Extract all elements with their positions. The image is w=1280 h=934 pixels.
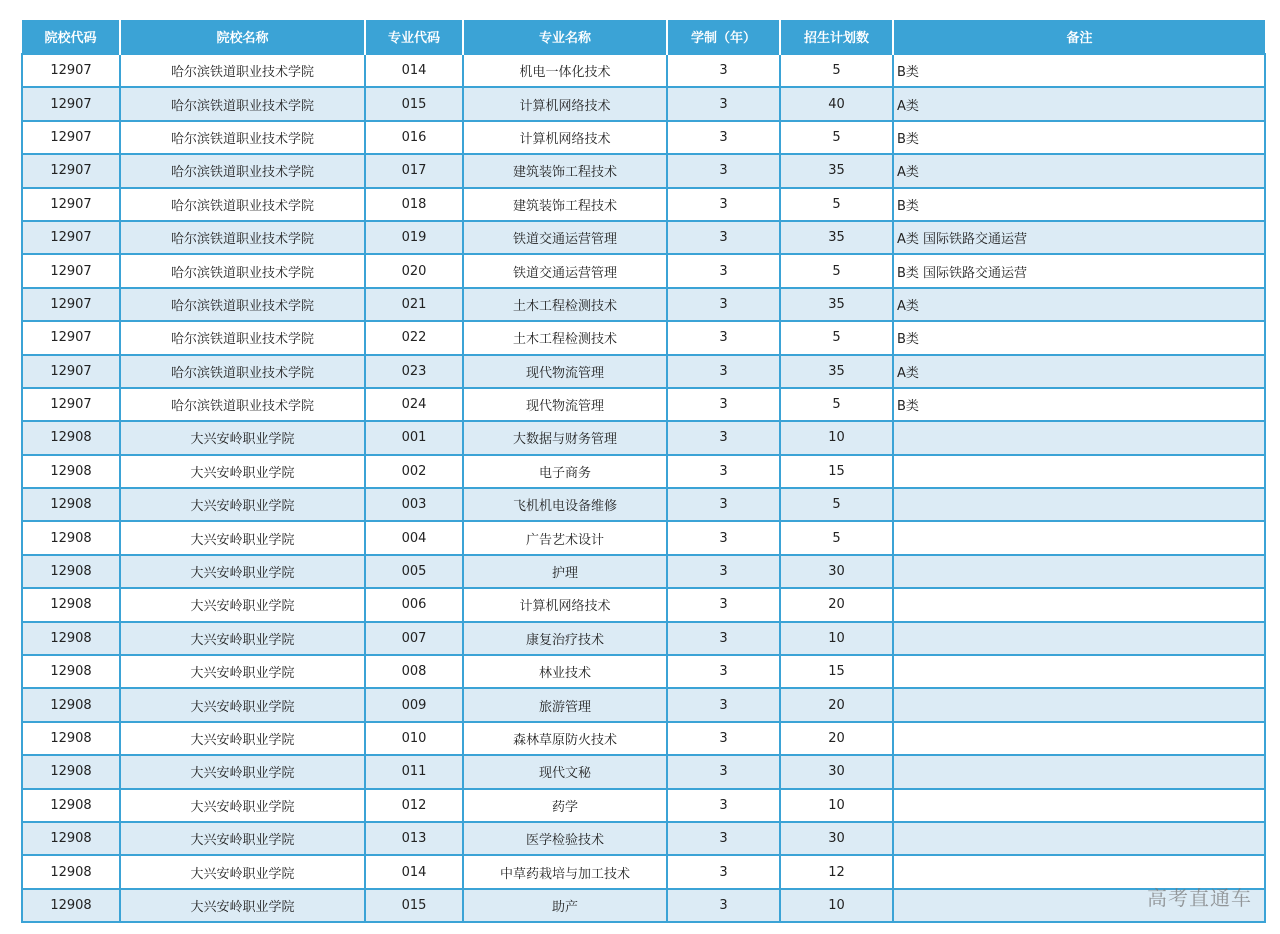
major-code-cell: 023 bbox=[365, 355, 463, 388]
plan-count-cell: 15 bbox=[780, 655, 893, 688]
plan-count-cell: 10 bbox=[780, 889, 893, 922]
duration-cell: 3 bbox=[667, 121, 780, 154]
note-cell bbox=[893, 688, 1265, 721]
duration-cell: 3 bbox=[667, 555, 780, 588]
duration-cell: 3 bbox=[667, 54, 780, 87]
duration-cell: 3 bbox=[667, 87, 780, 120]
school-name-cell: 大兴安岭职业学院 bbox=[120, 822, 365, 855]
school-code-cell: 12907 bbox=[22, 221, 120, 254]
header-school-code: 院校代码 bbox=[22, 20, 120, 54]
school-code-cell: 12908 bbox=[22, 755, 120, 788]
duration-cell: 3 bbox=[667, 221, 780, 254]
major-code-cell: 020 bbox=[365, 254, 463, 287]
school-code-cell: 12908 bbox=[22, 555, 120, 588]
plan-count-cell: 20 bbox=[780, 588, 893, 621]
major-code-cell: 009 bbox=[365, 688, 463, 721]
major-name-cell: 现代物流管理 bbox=[463, 388, 667, 421]
major-name-cell: 土木工程检测技术 bbox=[463, 321, 667, 354]
school-code-cell: 12908 bbox=[22, 855, 120, 888]
school-code-cell: 12908 bbox=[22, 588, 120, 621]
major-code-cell: 011 bbox=[365, 755, 463, 788]
school-name-cell: 大兴安岭职业学院 bbox=[120, 455, 365, 488]
major-name-cell: 广告艺术设计 bbox=[463, 521, 667, 554]
major-code-cell: 010 bbox=[365, 722, 463, 755]
school-code-cell: 12908 bbox=[22, 889, 120, 922]
plan-count-cell: 10 bbox=[780, 789, 893, 822]
major-code-cell: 014 bbox=[365, 54, 463, 87]
table-row bbox=[22, 822, 1265, 855]
school-name-cell: 哈尔滨铁道职业技术学院 bbox=[120, 221, 365, 254]
major-code-cell: 019 bbox=[365, 221, 463, 254]
plan-count-cell: 15 bbox=[780, 455, 893, 488]
plan-count-cell: 30 bbox=[780, 822, 893, 855]
major-code-cell: 004 bbox=[365, 521, 463, 554]
duration-cell: 3 bbox=[667, 855, 780, 888]
table-row bbox=[22, 154, 1265, 187]
note-cell bbox=[893, 622, 1265, 655]
table-row bbox=[22, 355, 1265, 388]
school-code-cell: 12907 bbox=[22, 388, 120, 421]
school-name-cell: 大兴安岭职业学院 bbox=[120, 488, 365, 521]
duration-cell: 3 bbox=[667, 388, 780, 421]
school-name-cell: 哈尔滨铁道职业技术学院 bbox=[120, 388, 365, 421]
plan-count-cell: 5 bbox=[780, 54, 893, 87]
major-code-cell: 016 bbox=[365, 121, 463, 154]
school-name-cell: 哈尔滨铁道职业技术学院 bbox=[120, 121, 365, 154]
header-row bbox=[22, 20, 1265, 54]
school-code-cell: 12907 bbox=[22, 87, 120, 120]
school-name-cell: 大兴安岭职业学院 bbox=[120, 655, 365, 688]
plan-count-cell: 10 bbox=[780, 421, 893, 454]
duration-cell: 3 bbox=[667, 254, 780, 287]
note-cell bbox=[893, 789, 1265, 822]
major-name-cell: 中草药栽培与加工技术 bbox=[463, 855, 667, 888]
major-name-cell: 助产 bbox=[463, 889, 667, 922]
duration-cell: 3 bbox=[667, 521, 780, 554]
major-code-cell: 003 bbox=[365, 488, 463, 521]
plan-count-cell: 5 bbox=[780, 388, 893, 421]
major-code-cell: 015 bbox=[365, 889, 463, 922]
school-code-cell: 12908 bbox=[22, 789, 120, 822]
table-row bbox=[22, 889, 1265, 922]
school-code-cell: 12908 bbox=[22, 521, 120, 554]
school-code-cell: 12907 bbox=[22, 121, 120, 154]
major-name-cell: 铁道交通运营管理 bbox=[463, 221, 667, 254]
duration-cell: 3 bbox=[667, 455, 780, 488]
duration-cell: 3 bbox=[667, 488, 780, 521]
school-name-cell: 大兴安岭职业学院 bbox=[120, 688, 365, 721]
major-code-cell: 022 bbox=[365, 321, 463, 354]
note-cell bbox=[893, 421, 1265, 454]
table-row bbox=[22, 521, 1265, 554]
major-code-cell: 001 bbox=[365, 421, 463, 454]
table-row bbox=[22, 321, 1265, 354]
note-cell: A类 bbox=[893, 355, 1265, 388]
major-name-cell: 电子商务 bbox=[463, 455, 667, 488]
note-cell bbox=[893, 488, 1265, 521]
school-code-cell: 12908 bbox=[22, 421, 120, 454]
school-code-cell: 12907 bbox=[22, 254, 120, 287]
table-row bbox=[22, 54, 1265, 87]
plan-count-cell: 5 bbox=[780, 254, 893, 287]
plan-count-cell: 5 bbox=[780, 188, 893, 221]
major-code-cell: 012 bbox=[365, 789, 463, 822]
major-name-cell: 建筑装饰工程技术 bbox=[463, 154, 667, 187]
duration-cell: 3 bbox=[667, 822, 780, 855]
school-code-cell: 12908 bbox=[22, 822, 120, 855]
major-code-cell: 017 bbox=[365, 154, 463, 187]
school-name-cell: 大兴安岭职业学院 bbox=[120, 855, 365, 888]
school-name-cell: 大兴安岭职业学院 bbox=[120, 722, 365, 755]
school-code-cell: 12907 bbox=[22, 54, 120, 87]
note-cell: B类 bbox=[893, 54, 1265, 87]
header-duration: 学制（年） bbox=[667, 20, 780, 54]
note-cell: B类 bbox=[893, 188, 1265, 221]
table-row bbox=[22, 722, 1265, 755]
table-row bbox=[22, 254, 1265, 287]
school-name-cell: 哈尔滨铁道职业技术学院 bbox=[120, 87, 365, 120]
note-cell bbox=[893, 822, 1265, 855]
school-code-cell: 12907 bbox=[22, 188, 120, 221]
school-code-cell: 12908 bbox=[22, 488, 120, 521]
school-name-cell: 哈尔滨铁道职业技术学院 bbox=[120, 355, 365, 388]
plan-count-cell: 5 bbox=[780, 121, 893, 154]
table-row bbox=[22, 688, 1265, 721]
plan-count-cell: 35 bbox=[780, 288, 893, 321]
school-code-cell: 12907 bbox=[22, 154, 120, 187]
table-row bbox=[22, 789, 1265, 822]
duration-cell: 3 bbox=[667, 688, 780, 721]
table-row bbox=[22, 121, 1265, 154]
duration-cell: 3 bbox=[667, 755, 780, 788]
major-name-cell: 旅游管理 bbox=[463, 688, 667, 721]
duration-cell: 3 bbox=[667, 655, 780, 688]
plan-count-cell: 35 bbox=[780, 154, 893, 187]
note-cell: A类 bbox=[893, 154, 1265, 187]
table-row bbox=[22, 288, 1265, 321]
note-cell: A类 国际铁路交通运营 bbox=[893, 221, 1265, 254]
note-cell bbox=[893, 655, 1265, 688]
major-code-cell: 002 bbox=[365, 455, 463, 488]
school-name-cell: 哈尔滨铁道职业技术学院 bbox=[120, 321, 365, 354]
admission-plan-table bbox=[21, 20, 1266, 923]
duration-cell: 3 bbox=[667, 288, 780, 321]
plan-count-cell: 30 bbox=[780, 555, 893, 588]
plan-count-cell: 5 bbox=[780, 488, 893, 521]
table-row bbox=[22, 221, 1265, 254]
major-name-cell: 计算机网络技术 bbox=[463, 87, 667, 120]
school-name-cell: 大兴安岭职业学院 bbox=[120, 555, 365, 588]
plan-count-cell: 35 bbox=[780, 355, 893, 388]
table-row bbox=[22, 421, 1265, 454]
school-code-cell: 12908 bbox=[22, 622, 120, 655]
table-body bbox=[22, 54, 1265, 922]
major-name-cell: 药学 bbox=[463, 789, 667, 822]
school-name-cell: 大兴安岭职业学院 bbox=[120, 421, 365, 454]
table-row bbox=[22, 488, 1265, 521]
school-code-cell: 12908 bbox=[22, 722, 120, 755]
school-name-cell: 大兴安岭职业学院 bbox=[120, 588, 365, 621]
note-cell bbox=[893, 521, 1265, 554]
school-name-cell: 大兴安岭职业学院 bbox=[120, 755, 365, 788]
duration-cell: 3 bbox=[667, 355, 780, 388]
major-name-cell: 森林草原防火技术 bbox=[463, 722, 667, 755]
plan-count-cell: 12 bbox=[780, 855, 893, 888]
duration-cell: 3 bbox=[667, 421, 780, 454]
plan-count-cell: 10 bbox=[780, 622, 893, 655]
major-code-cell: 005 bbox=[365, 555, 463, 588]
plan-count-cell: 30 bbox=[780, 755, 893, 788]
school-name-cell: 哈尔滨铁道职业技术学院 bbox=[120, 254, 365, 287]
table-row bbox=[22, 622, 1265, 655]
school-name-cell: 大兴安岭职业学院 bbox=[120, 889, 365, 922]
table-row bbox=[22, 755, 1265, 788]
admission-plan-table-container bbox=[21, 20, 1264, 923]
school-code-cell: 12908 bbox=[22, 688, 120, 721]
major-name-cell: 现代文秘 bbox=[463, 755, 667, 788]
major-name-cell: 康复治疗技术 bbox=[463, 622, 667, 655]
duration-cell: 3 bbox=[667, 188, 780, 221]
school-code-cell: 12907 bbox=[22, 288, 120, 321]
school-code-cell: 12907 bbox=[22, 355, 120, 388]
header-plan-count: 招生计划数 bbox=[780, 20, 893, 54]
duration-cell: 3 bbox=[667, 154, 780, 187]
header-school-name: 院校名称 bbox=[120, 20, 365, 54]
note-cell bbox=[893, 588, 1265, 621]
school-name-cell: 哈尔滨铁道职业技术学院 bbox=[120, 154, 365, 187]
table-row bbox=[22, 388, 1265, 421]
major-name-cell: 现代物流管理 bbox=[463, 355, 667, 388]
duration-cell: 3 bbox=[667, 622, 780, 655]
major-code-cell: 007 bbox=[365, 622, 463, 655]
table-row bbox=[22, 87, 1265, 120]
note-cell bbox=[893, 755, 1265, 788]
note-cell: B类 bbox=[893, 121, 1265, 154]
watermark-text: 高考直通车 bbox=[1147, 886, 1252, 910]
major-name-cell: 铁道交通运营管理 bbox=[463, 254, 667, 287]
note-cell: B类 bbox=[893, 321, 1265, 354]
duration-cell: 3 bbox=[667, 889, 780, 922]
duration-cell: 3 bbox=[667, 722, 780, 755]
table-row bbox=[22, 655, 1265, 688]
major-code-cell: 018 bbox=[365, 188, 463, 221]
table-row bbox=[22, 555, 1265, 588]
header-note: 备注 bbox=[893, 20, 1265, 54]
major-code-cell: 008 bbox=[365, 655, 463, 688]
major-name-cell: 大数据与财务管理 bbox=[463, 421, 667, 454]
plan-count-cell: 35 bbox=[780, 221, 893, 254]
major-code-cell: 006 bbox=[365, 588, 463, 621]
plan-count-cell: 20 bbox=[780, 688, 893, 721]
school-code-cell: 12908 bbox=[22, 455, 120, 488]
plan-count-cell: 20 bbox=[780, 722, 893, 755]
major-name-cell: 计算机网络技术 bbox=[463, 588, 667, 621]
major-name-cell: 护理 bbox=[463, 555, 667, 588]
major-name-cell: 机电一体化技术 bbox=[463, 54, 667, 87]
note-cell: A类 bbox=[893, 288, 1265, 321]
duration-cell: 3 bbox=[667, 588, 780, 621]
major-name-cell: 飞机机电设备维修 bbox=[463, 488, 667, 521]
major-code-cell: 024 bbox=[365, 388, 463, 421]
school-code-cell: 12908 bbox=[22, 655, 120, 688]
major-name-cell: 林业技术 bbox=[463, 655, 667, 688]
note-cell: B类 bbox=[893, 388, 1265, 421]
school-name-cell: 大兴安岭职业学院 bbox=[120, 622, 365, 655]
note-cell bbox=[893, 555, 1265, 588]
table-row bbox=[22, 855, 1265, 888]
header-major-code: 专业代码 bbox=[365, 20, 463, 54]
plan-count-cell: 5 bbox=[780, 321, 893, 354]
school-name-cell: 大兴安岭职业学院 bbox=[120, 789, 365, 822]
note-cell: B类 国际铁路交通运营 bbox=[893, 254, 1265, 287]
major-name-cell: 医学检验技术 bbox=[463, 822, 667, 855]
major-code-cell: 021 bbox=[365, 288, 463, 321]
table-row bbox=[22, 588, 1265, 621]
note-cell: A类 bbox=[893, 87, 1265, 120]
table-row bbox=[22, 188, 1265, 221]
school-name-cell: 哈尔滨铁道职业技术学院 bbox=[120, 54, 365, 87]
header-major-name: 专业名称 bbox=[463, 20, 667, 54]
school-name-cell: 大兴安岭职业学院 bbox=[120, 521, 365, 554]
school-name-cell: 哈尔滨铁道职业技术学院 bbox=[120, 188, 365, 221]
plan-count-cell: 5 bbox=[780, 521, 893, 554]
major-name-cell: 计算机网络技术 bbox=[463, 121, 667, 154]
plan-count-cell: 40 bbox=[780, 87, 893, 120]
note-cell bbox=[893, 455, 1265, 488]
school-name-cell: 哈尔滨铁道职业技术学院 bbox=[120, 288, 365, 321]
school-code-cell: 12907 bbox=[22, 321, 120, 354]
duration-cell: 3 bbox=[667, 789, 780, 822]
note-cell bbox=[893, 722, 1265, 755]
major-name-cell: 建筑装饰工程技术 bbox=[463, 188, 667, 221]
duration-cell: 3 bbox=[667, 321, 780, 354]
major-name-cell: 土木工程检测技术 bbox=[463, 288, 667, 321]
major-code-cell: 013 bbox=[365, 822, 463, 855]
major-code-cell: 014 bbox=[365, 855, 463, 888]
table-row bbox=[22, 455, 1265, 488]
major-code-cell: 015 bbox=[365, 87, 463, 120]
